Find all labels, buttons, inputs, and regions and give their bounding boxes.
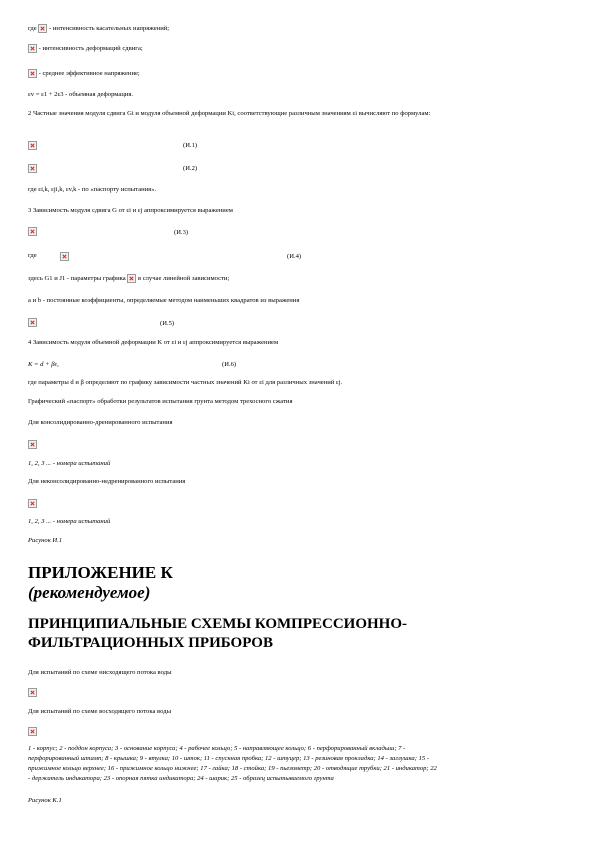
equation-row [28,227,568,239]
text-fragment: в случае линейной зависимости; [137,275,230,283]
text-line: где εi,k, εji,k, εv,k - по «паспорту испытания». [28,186,157,193]
broken-image-icon [28,227,37,236]
text-line: εv = ε1 + 2ε3 - объемная деформация. [28,91,134,98]
equation-row [28,141,568,153]
figure-placeholder [28,688,568,700]
formula: K = d + βε, [28,361,59,368]
broken-image-icon [28,69,37,78]
text-line: Для консолидированно-дренированного испытания [28,419,173,426]
figure-placeholder [28,727,568,739]
broken-image-icon [28,727,37,736]
broken-image-icon [28,141,37,150]
text-line: Для неконсолидированно-недренированного испытания [28,478,186,485]
equation-number: (И.6) [222,361,237,368]
equation-row [28,252,568,264]
legend-line: - держатель индикатора; 23 - опорная пятка индикатора; 24 - шарик; 25 - образец испытываемого грунта [28,775,334,782]
text-line [28,274,568,284]
legend-line: прижимное кольцо верхнее; 16 - прижимное кольцо нижнее; 17 - гайка; 18 - стойка; 19 - пьезометр; 20 - отводящие трубки; 21 - индикатор; 22 [28,765,437,772]
equation-row [28,318,568,330]
text-line [28,69,568,79]
section-heading: ПРИНЦИПИАЛЬНЫЕ СХЕМЫ КОМПРЕССИОННО- [28,616,407,632]
equation-row [28,164,568,176]
equation-number: (И.2) [183,165,198,172]
broken-image-icon [28,318,37,327]
equation-number: (И.3) [174,229,189,236]
figure-placeholder [28,440,568,452]
appendix-subtitle [28,583,150,603]
text-line: где параметры d и β определяют по графику зависимости частных значений Ki от εi для различных значений εj. [28,379,343,386]
text-fragment: (рекомендуемое) [28,583,151,602]
figure-placeholder [28,499,568,511]
broken-image-icon [28,440,37,449]
broken-image-icon [28,499,37,508]
broken-image-icon [127,274,136,283]
broken-image-icon [28,688,37,697]
broken-image-icon [28,164,37,173]
text-line: 4 Зависимость модуля объемной деформации K от εi и εj аппроксимируется выражением [28,339,279,346]
text-line: a и b - постоянные коэффициенты, определяемые методом наименьших квадратов из выражения [28,297,300,304]
legend-line: 1 - корпус; 2 - поддон корпуса; 3 - основание корпуса; 4 - рабочее кольцо; 5 - направляющее кольцо; 6 - перфорированный вкладыш; 7 - [28,745,406,752]
broken-image-icon [38,24,47,33]
figure-caption: Рисунок К.1 [28,797,62,804]
section-heading: ФИЛЬТРАЦИОННЫХ ПРИБОРОВ [28,635,273,651]
text-fragment: - интенсивность касательных напряжений; [48,25,170,33]
text-line: 1, 2, 3 ... - номера испытаний [28,460,111,467]
text-fragment: - среднее эффективное напряжение; [38,70,140,78]
equation-number: (И.1) [183,142,198,149]
text-fragment: здесь G1 и J1 - параметры графика [28,275,126,283]
text-line: Графический «паспорт» обработки результатов испытания грунта методом трехосного сжатия [28,398,293,405]
paragraph: 2 Частные значения модуля сдвига Gi и модуля объемной деформации Ki, соответствующие различным значениям εi вычисляют по формулам: [28,110,431,117]
text-line: Для испытаний по схеме нисходящего потока воды [28,669,172,676]
text-fragment: - интенсивность деформаций сдвига; [38,45,143,53]
text-line: 3 Зависимость модуля сдвига G от εi и εj аппроксимируется выражением [28,207,233,214]
text-fragment: где [28,252,37,259]
equation-row [28,361,568,370]
broken-image-icon [60,252,69,261]
appendix-title: ПРИЛОЖЕНИЕ К [28,563,173,582]
text-line [28,24,568,34]
legend-line: перфорированный штамп; 8 - крышка; 9 - втулка; 10 - шток; 11 - спускная пробка; 12 - штуцер; 13 - резиновая прокладка; 14 - заглушка; 15 - [28,755,430,762]
text-line [28,44,568,54]
text-line: Для испытаний по схеме восходящего потока воды [28,708,171,715]
figure-caption: Рисунок И.1 [28,537,63,544]
text-line: 1, 2, 3 ... - номера испытаний [28,518,111,525]
equation-number: (И.4) [287,253,302,260]
equation-number: (И.5) [160,320,175,327]
text-fragment: где [28,25,37,33]
broken-image-icon [28,44,37,53]
